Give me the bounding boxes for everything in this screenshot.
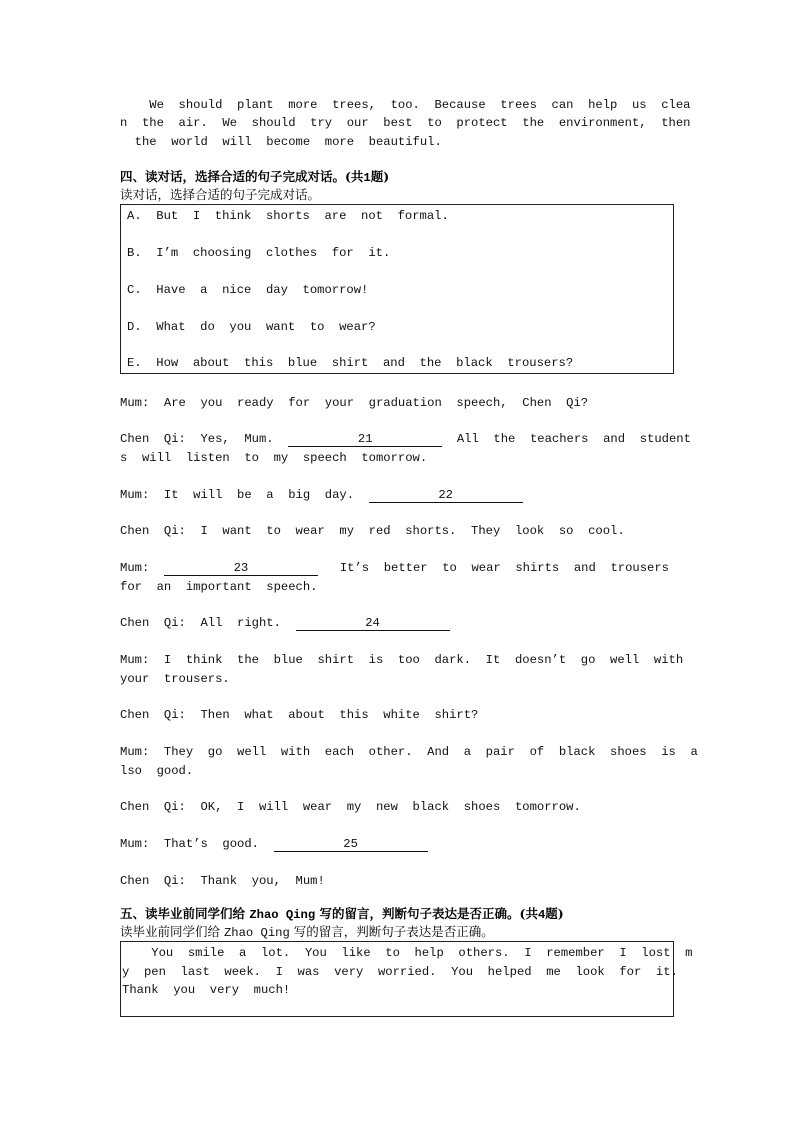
message-line: Thank you very much! [122, 983, 291, 998]
blank-24[interactable]: 24 [296, 616, 450, 631]
passage-line: n the air. We should try our best to protect the environment, then [120, 116, 691, 131]
option-e: E. How about this blue shirt and the black trousers? [127, 356, 574, 371]
dialogue-line: for an important speech. [120, 579, 318, 594]
passage-ending [120, 96, 691, 151]
message-line: y pen last week. I was very worried. You helped me look for it. [122, 964, 678, 979]
dialogue-line: Chen Qi: OK, I will wear my new black shoes tomorrow. [120, 800, 581, 815]
passage-line: the world will become more beautiful. [120, 134, 442, 149]
options-box [120, 204, 674, 374]
message-line: You smile a lot. You like to help others. I remember I lost m [122, 946, 693, 961]
message-box [120, 941, 693, 1017]
dialogue-line: Mum: That’s good. 25 [120, 835, 674, 853]
dialogue-line: s will listen to my speech tomorrow. [120, 450, 428, 465]
dialogue-line: Chen Qi: Thank you, Mum! [120, 873, 325, 888]
dialogue-line: Mum: I think the blue shirt is too dark. It doesn’t go well with [120, 653, 684, 668]
section4-instruction: 读对话，选择合适的句子完成对话。 [120, 187, 321, 203]
dialogue-line: Mum: 23 It’s better to wear shirts and trousers [120, 561, 669, 576]
dialogue-line: Chen Qi: I want to wear my red shorts. They look so cool. [120, 524, 625, 539]
option-b: B. I’m choosing clothes for it. [127, 245, 391, 260]
dialogue [120, 394, 698, 891]
blank-25[interactable]: 25 [274, 837, 428, 852]
blank-23[interactable]: 23 [164, 561, 318, 576]
option-a: A. But I think shorts are not formal. [127, 209, 449, 224]
dialogue-line: Chen Qi: Then what about this white shirt? [120, 708, 479, 723]
passage-line: We should plant more trees, too. Because trees can help us clea [120, 98, 691, 112]
dialogue-line: your trousers. [120, 671, 230, 686]
section5-instruction: 读毕业前同学们给 Zhao Qing 写的留言，判断句子表达是否正确。 [120, 924, 494, 941]
option-c: C. Have a nice day tomorrow! [127, 282, 369, 297]
dialogue-line: Mum: Are you ready for your graduation speech, Chen Qi? [120, 395, 589, 410]
dialogue-line: Chen Qi: Yes, Mum. 21 All the teachers and student [120, 432, 691, 447]
document-page [120, 96, 698, 1017]
section4-title: 四、读对话，选择合适的句子完成对话。(共1题) [120, 169, 390, 186]
dialogue-line: Mum: They go well with each other. And a pair of black shoes is a [120, 745, 698, 760]
blank-22[interactable]: 22 [369, 488, 523, 503]
section5-title: 五、读毕业前同学们给 Zhao Qing 写的留言，判断句子表达是否正确。(共4题) [120, 906, 564, 923]
dialogue-line: Mum: It will be a big day. 22 [120, 486, 674, 504]
dialogue-line: Chen Qi: All right. 24 [120, 614, 674, 632]
option-d: D. What do you want to wear? [127, 319, 376, 334]
dialogue-line: lso good. [120, 763, 194, 778]
blank-21[interactable]: 21 [288, 432, 442, 447]
